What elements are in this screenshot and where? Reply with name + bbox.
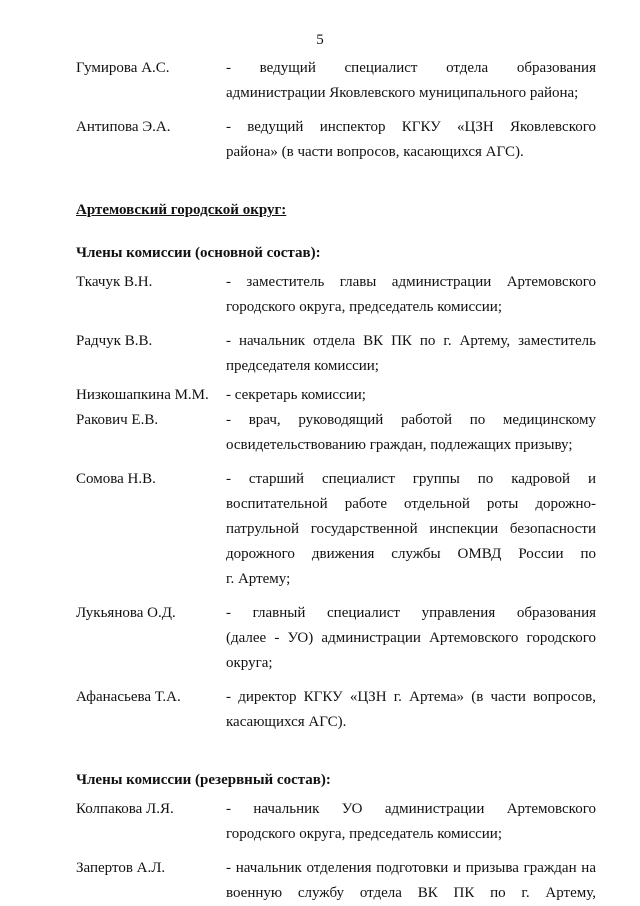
member-name: Сомова Н.В. — [76, 471, 156, 487]
member-name: Ракович Е.В. — [76, 412, 159, 428]
member-name: Низкошапкина М.М. — [76, 387, 209, 403]
list-item — [76, 270, 596, 320]
list-item — [76, 115, 596, 165]
page-number: 5 — [316, 32, 324, 48]
member-role: - начальник отдела ВК ПК по г. Артему, заместитель председателя комиссии; — [226, 333, 596, 374]
list-item — [76, 467, 596, 592]
member-name: Колпакова Л.Я. — [76, 801, 174, 817]
member-role: - главный специалист управления образования (далее - УО) администрации Артемовского городского округа; — [226, 605, 596, 671]
member-name: Лукьянова О.Д. — [76, 605, 176, 621]
list-item — [76, 329, 596, 379]
list-item — [76, 685, 596, 735]
member-name: Антипова Э.А. — [76, 119, 171, 135]
list-item — [76, 408, 596, 458]
member-role: - ведущий инспектор КГКУ «ЦЗН Яковлевского района» (в части вопросов, касающихся АГС). — [226, 119, 596, 160]
list-item — [76, 856, 596, 906]
member-role: - заместитель главы администрации Артемовского городского округа, председатель комиссии; — [226, 274, 596, 315]
district-title: Артемовский городской округ: — [76, 202, 287, 218]
member-role: - директор КГКУ «ЦЗН г. Артема» (в части вопросов, касающихся АГС). — [226, 689, 596, 730]
member-role: - ведущий специалист отдела образования администрации Яковлевского муниципального района; — [226, 60, 596, 101]
member-name: Запертов А.Л. — [76, 860, 166, 876]
member-role: - начальник отделения подготовки и призыва граждан на военную службу отдела ВК ПК по г. Артему, — [226, 860, 596, 901]
document-body — [76, 56, 596, 906]
member-name: Афанасьева Т.А. — [76, 689, 181, 705]
member-role: - секретарь комиссии; — [226, 387, 366, 403]
list-item — [76, 383, 596, 408]
list-item — [76, 601, 596, 676]
member-name: Радчук В.В. — [76, 333, 153, 349]
member-role: - начальник УО администрации Артемовского городского округа, председатель комиссии; — [226, 801, 596, 842]
list-item — [76, 56, 596, 106]
list-item — [76, 797, 596, 847]
member-name: Ткачук В.Н. — [76, 274, 153, 290]
member-role: - старший специалист группы по кадровой и воспитательной работе отдельной роты дорожно- патрульной государственной инспекции безопасности дорожного движения службы ОМВД России по г. Артему; — [226, 471, 596, 587]
member-name: Гумирова А.С. — [76, 60, 170, 76]
reserve-section-heading: Члены комиссии (резервный состав): — [76, 772, 331, 788]
main-section-heading: Члены комиссии (основной состав): — [76, 245, 321, 261]
member-role: - врач, руководящий работой по медицинскому освидетельствованию граждан, подлежащих призыву; — [226, 412, 596, 453]
